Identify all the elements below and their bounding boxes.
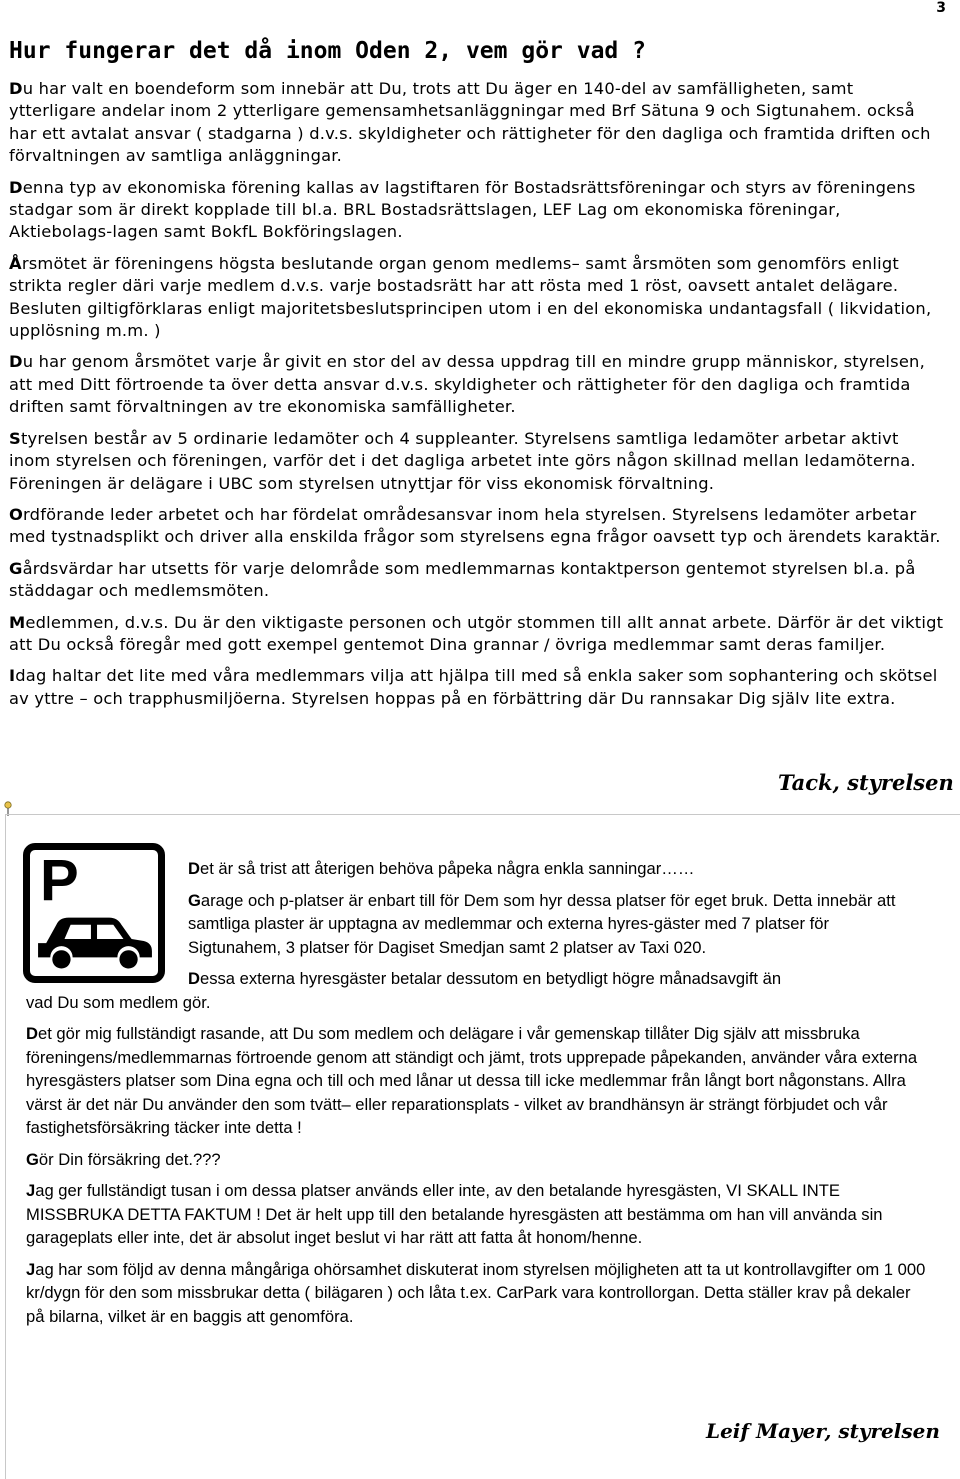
paragraph-initial: D	[9, 177, 23, 197]
paragraph-text: rsmötet är föreningens högsta beslutande organ genom medlems– samt årsmöten som genomförs enligt strikta regler däri varje medlem d.v.s. varje bostadsrätt har att rösta med 1 röst, oavsett antalet delägare. Besluten giltigförklaras enligt majoritetsbeslutsprincipen utom i en del ekonomiska undantagsfall ( likvidation, upplösning m.m. )	[9, 253, 932, 341]
paragraph-styrelsen	[9, 428, 944, 495]
paragraph-initial: D	[188, 859, 200, 878]
paragraph-text: et är så trist att återigen behöva påpeka några enkla sanningar……	[199, 859, 695, 878]
paragraph-idag	[9, 665, 944, 710]
paragraph-text: rdförande leder arbetet och har fördelat områdesansvar inom hela styrelsen. Styrelsens ledamöter arbetar med tystnadsplikt och driver alla enskilda frågor som styrelsens egna frågor oavsett typ och ärendets karaktär.	[9, 504, 941, 547]
paragraph-initial: I	[9, 666, 16, 686]
paragraph-text: ag ger fullständigt tusan i om dessa platser används eller inte, av den betalande hyresgästen, VI SKALL INTE MISSBRUKA DETTA FAKTUM ! Det är helt upp till den betalande hyresgästen att bestämma om han vill använda sin garageplats eller inte, det är absolut inget beslut vi har rätt att fatta åt honom/henne.	[26, 1181, 883, 1247]
paragraph-text: ör Din försäkring det.???	[38, 1149, 221, 1169]
paragraph-ordforande	[9, 504, 944, 549]
paragraph-text: edlemmen, d.v.s. Du är den viktigaste personen och utgör stommen till allt annat arbete. Därför är det viktigt att Du också föregår med gott exempel gentemot Dina grannar / övriga medlemmar samt deras familjer.	[9, 612, 944, 654]
paragraph-initial: G	[26, 1149, 39, 1169]
paragraph-text: essa externa hyresgäster betalar dessutom en betydligt högre månadsavgift än	[199, 969, 782, 988]
paragraph-uppdrag	[9, 351, 944, 418]
paragraph-forening	[9, 177, 944, 244]
box-paragraph-tusan	[26, 1179, 931, 1250]
page-title: Hur fungerar det då inom Oden 2, vem gör vad ?	[9, 38, 646, 64]
paragraph-text: tyrelsen består av 5 ordinarie ledamöter och 4 suppleanter. Styrelsens samtliga ledamöter arbetar aktivt inom styrelsen och föreningen, varför det i det dagliga arbetet inte görs någon skillnad mellan ledamöterna. Föreningen är delägare i UBC som styrelsen utnyttjar för viss ekonomisk förvaltning.	[9, 428, 916, 493]
paragraph-text: et gör mig fullständigt rasande, att Du som medlem och delägare i vår gemenskap tillåter Dig själv att missbruka föreningens/medlemmarnas förtroende genom att ständigt och jämt, trots upprepade påpekanden, använder våra externa hyresgästers platser som Dina egna och till och med lånar ut dessa till icke medlemmar från långt bort någonstans. Allra värst är det när Du använder den som tvätt– eller reparationsplats - vilket av brandhänsyn är strängt förbjudet och vår fastighetsförsäkring täcker inte detta !	[26, 1024, 918, 1137]
paragraph-initial: D	[188, 969, 200, 988]
paragraph-intro	[9, 78, 944, 168]
parking-notice-text	[26, 857, 931, 1336]
info-section	[9, 78, 944, 719]
signature-tack-styrelsen: Tack, styrelsen	[778, 770, 954, 795]
paragraph-initial: D	[9, 79, 23, 98]
paragraph-initial: G	[9, 558, 23, 578]
signature-leif-mayer: Leif Mayer, styrelsen	[706, 1419, 940, 1443]
paragraph-gardsvardar	[9, 558, 944, 603]
parking-notice-box	[5, 814, 960, 1479]
paragraph-text: enna typ av ekonomiska förening kallas av lagstiftaren för Bostadsrättsföreningar och styrs av föreningens stadgar som är direkt kopplade till bl.a. BRL Bostadsrättslagen, LEF Lag om ekonomiska föreningar, Aktiebolags-lagen samt BokfL Bokföringslagen.	[9, 177, 916, 242]
paragraph-text: ag har som följd av denna mångåriga ohörsamhet diskuterat inom styrelsen möjligheten att ta ut kontrollavgifter om 1 000 kr/dygn för den som missbrukar detta ( bilägaren ) och låta t.ex. CarPark vara kontrollorgan. Detta ställer krav på dekaler på bilarna, vilket är en baggis att genomföra.	[26, 1259, 926, 1326]
paragraph-initial: G	[188, 890, 201, 910]
paragraph-medlemmen	[9, 612, 944, 657]
paragraph-continuation: vad Du som medlem gör.	[26, 992, 211, 1012]
box-paragraph-forsakring	[26, 1148, 931, 1172]
paragraph-initial: D	[26, 1024, 38, 1043]
paragraph-initial: O	[9, 504, 24, 524]
page-number: 3	[936, 0, 946, 16]
box-paragraph-kontrollavgift	[26, 1258, 931, 1329]
parking-sign-letter: P	[40, 848, 79, 913]
paragraph-initial: J	[26, 1259, 36, 1279]
paragraph-initial: J	[26, 1181, 36, 1200]
box-paragraph-trist	[188, 857, 931, 881]
paragraph-text: dag haltar det lite med våra medlemmars vilja att hjälpa till med så enkla saker som sophantering och skötsel av yttre – och trapphusmiljöerna. Styrelsen hoppas på en förbättring där Du rannsakar Dig själv lite extra.	[9, 666, 938, 708]
paragraph-text: arage och p-platser är enbart till för Dem som hyr dessa platser för eget bruk. Detta innebär att samtliga plaster är upptagna av medlemmar och externa hyres-gäster med 7 platser för Sigtunahem, 3 platser för Dagiset Smedjan samt 2 platser av Taxi 020.	[188, 890, 896, 957]
paragraph-arsmotet	[9, 253, 944, 343]
paragraph-initial: D	[9, 352, 23, 372]
paragraph-initial: Å	[9, 253, 22, 273]
box-paragraph-rasande	[26, 1022, 931, 1140]
paragraph-initial: M	[9, 612, 26, 632]
box-paragraph-garage	[188, 889, 911, 960]
box-paragraph-externa	[26, 967, 931, 1014]
paragraph-text: u har genom årsmötet varje år givit en stor del av dessa uppdrag till en mindre grupp människor, styrelsen, att med Ditt förtroende ta över detta ansvar d.v.s. skyldigheter och rättigheter för den dagliga och framtida driften samt förvaltningen av tre ekonomiska samfälligheter.	[9, 352, 925, 417]
paragraph-text: årdsvärdar har utsetts för varje delområde som medlemmarnas kontaktperson gentemot styrelsen bl.a. på städdagar och medlemsmöten.	[9, 558, 916, 601]
paragraph-text: u har valt en boendeform som innebär att Du, trots att Du äger en 140-del av samfälligheten, samt ytterligare andelar inom 2 ytterligare gemensamhetsanläggningar med Brf Sätuna 9 och Sigtunahem. också har ett avtalat ansvar ( stadgarna ) d.v.s. skyldigheter och rättigheter för den dagliga och framtida driften och förvaltningen av samtliga anläggningar.	[9, 79, 931, 166]
paragraph-initial: S	[9, 428, 21, 448]
